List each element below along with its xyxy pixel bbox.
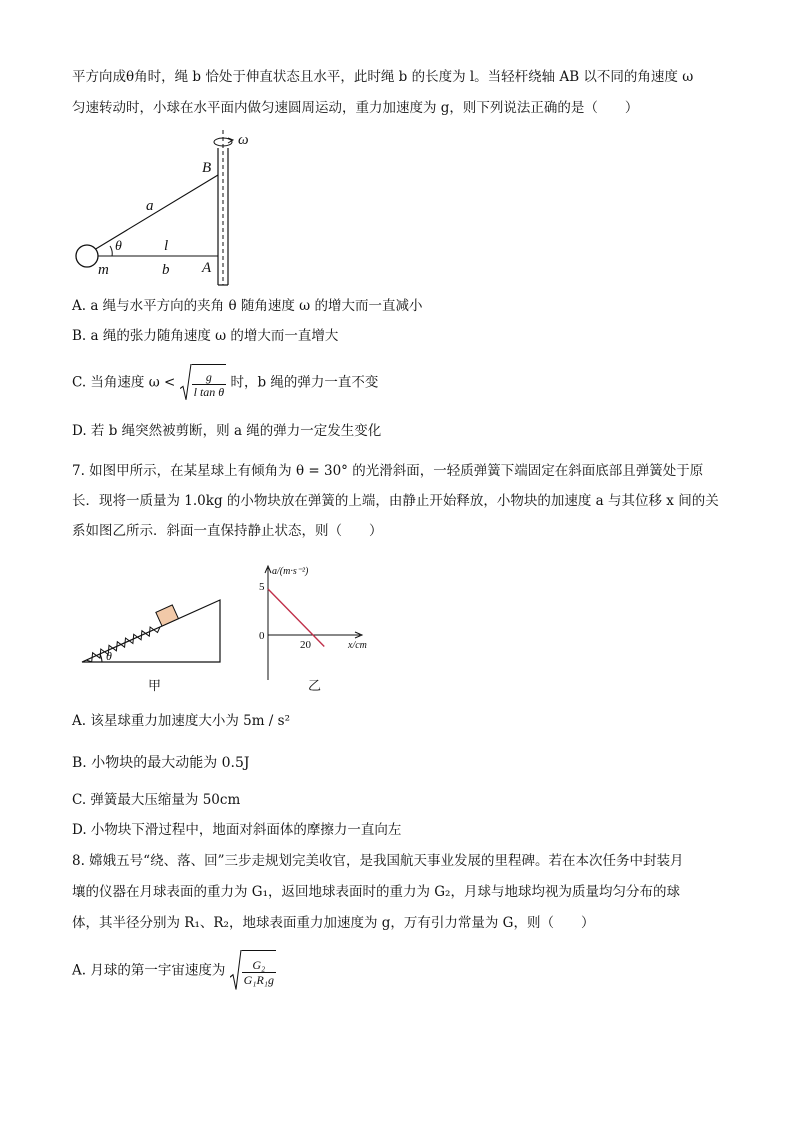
q8-option-a bbox=[72, 950, 276, 992]
q6-option-b: B. a 绳的张力随角速度 ω 的增大而一直增大 bbox=[72, 328, 339, 344]
q8-option-a-fraction bbox=[242, 958, 276, 987]
q6-option-c-suffix: 时，b 绳的弹力一直不变 bbox=[230, 374, 379, 391]
fig6-label-a: a bbox=[146, 198, 154, 214]
sqrt-sign-icon bbox=[230, 950, 242, 992]
q7-option-c: C. 弹簧最大压缩量为 50cm bbox=[72, 792, 241, 808]
q8-option-a-numerator: G₂ bbox=[242, 958, 276, 973]
q6-option-c-prefix: C. 当角速度 ω < bbox=[72, 374, 176, 391]
fig7-xlabel: x/cm bbox=[348, 640, 367, 651]
q6-option-c bbox=[72, 364, 378, 402]
q7-option-a: A. 该星球重力加速度大小为 5m / s² bbox=[72, 713, 290, 729]
fig6-label-theta: θ bbox=[115, 239, 122, 254]
q7-figure-incline bbox=[78, 592, 228, 694]
q6-option-c-denominator: l tan θ bbox=[193, 385, 225, 399]
q7-stem-line-1: 7. 如图甲所示，在某星球上有倾角为 θ = 30° 的光滑斜面，一轻质弹簧下端固定在斜面底部且弹簧处于原 bbox=[72, 463, 704, 479]
q7-stem-line-3: 系如图乙所示．斜面一直保持静止状态，则（ ） bbox=[72, 523, 383, 539]
q8-stem-line-2: 壤的仪器在月球表面的重力为 G₁，返回地球表面时的重力为 G₂，月球与地球均视为质量均匀分布的球 bbox=[72, 884, 680, 900]
q6-option-a: A. a 绳与水平方向的夹角 θ 随角速度 ω 的增大而一直减小 bbox=[72, 298, 423, 314]
fig7-left-caption: 甲 bbox=[148, 678, 162, 693]
a-x-series-line bbox=[268, 589, 324, 647]
q8-stem-line-1: 8. 嫦娥五号“绕、落、回”三步走规划完美收官，是我国航天事业发展的里程碑。若在本次任务中封装月 bbox=[72, 853, 684, 869]
q8-option-a-prefix: A. 月球的第一宇宙速度为 bbox=[72, 962, 226, 979]
q8-option-a-sqrt bbox=[230, 950, 276, 992]
fig6-label-m: m bbox=[98, 262, 109, 278]
fig7-right-caption: 乙 bbox=[308, 678, 322, 693]
q6-stem-line-1: 平方向成θ角时，绳 b 恰处于伸直状态且水平，此时绳 b 的长度为 l。当轻杆绕轴 AB 以不同的角速度 ω bbox=[72, 69, 694, 85]
fig6-label-A: A bbox=[202, 260, 212, 276]
fig7-ylabel: a/(m·s⁻²) bbox=[272, 566, 309, 577]
fig6-label-l: l bbox=[164, 238, 169, 254]
q7-figure-graph bbox=[250, 562, 390, 694]
q8-stem-line-3: 体，其半径分别为 R₁、R₂，地球表面重力加速度为 g，万有引力常量为 G，则（ ） bbox=[72, 915, 595, 931]
fig7-x-tick-20: 20 bbox=[300, 639, 311, 651]
fig7-theta-label: θ bbox=[106, 649, 112, 663]
q6-option-d: D. 若 b 绳突然被剪断，则 a 绳的弹力一定发生变化 bbox=[72, 423, 382, 439]
q6-stem-line-2: 匀速转动时，小球在水平面内做匀速圆周运动，重力加速度为 g，则下列说法正确的是（ ） bbox=[72, 100, 639, 116]
q6-option-c-sqrt bbox=[180, 364, 227, 402]
sqrt-sign-icon bbox=[180, 364, 192, 402]
fig7-y-tick-5: 5 bbox=[259, 581, 265, 593]
fig6-label-B: B bbox=[202, 160, 212, 176]
q6-option-c-fraction bbox=[192, 370, 227, 399]
q6-option-c-numerator: g bbox=[192, 370, 227, 385]
q6-figure bbox=[68, 128, 268, 290]
fig6-label-b: b bbox=[162, 262, 170, 278]
q8-option-a-denominator: G₁R₁g bbox=[243, 973, 274, 987]
q7-stem-line-2: 长．现将一质量为 1.0kg 的小物块放在弹簧的上端，由静止开始释放，小物块的加速度 a 与其位移 x 间的关 bbox=[72, 493, 719, 509]
fig7-origin-label: 0 bbox=[259, 630, 265, 642]
q7-option-d: D. 小物块下滑过程中，地面对斜面体的摩擦力一直向左 bbox=[72, 822, 402, 838]
q7-option-b: B. 小物块的最大动能为 0.5J bbox=[72, 755, 250, 771]
fig6-omega-label: ω bbox=[238, 132, 249, 148]
